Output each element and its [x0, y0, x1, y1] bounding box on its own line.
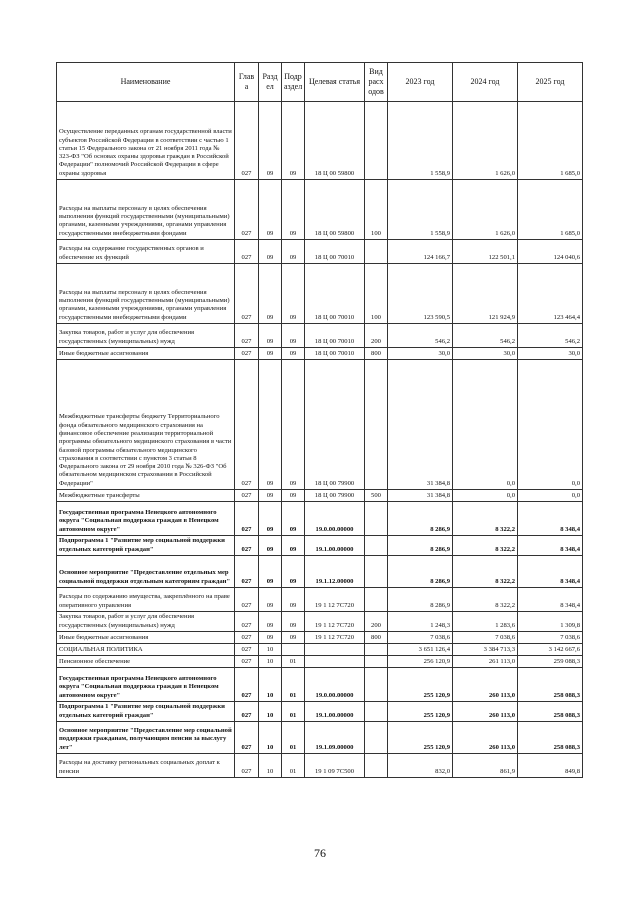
- row-exptype-cell: [365, 702, 388, 722]
- table-row: [57, 702, 583, 722]
- row-2023-cell: 8 286,9: [388, 556, 453, 588]
- row-chapter-cell: 027: [235, 644, 259, 656]
- table-row: [57, 348, 583, 360]
- row-section-cell: 09: [259, 490, 282, 502]
- row-chapter-cell: 027: [235, 632, 259, 644]
- row-exptype-cell: 200: [365, 324, 388, 348]
- row-2023-cell: 1 558,9: [388, 102, 453, 180]
- row-exptype-cell: [365, 588, 388, 612]
- row-2023-cell: 256 120,9: [388, 656, 453, 668]
- row-target-cell: 19 1 12 7С720: [305, 612, 365, 632]
- row-subsection-cell: 09: [282, 324, 305, 348]
- row-2025-cell: 258 088,3: [518, 668, 583, 702]
- row-exptype-cell: [365, 754, 388, 778]
- row-subsection-cell: 09: [282, 612, 305, 632]
- row-subsection-cell: 09: [282, 502, 305, 536]
- row-target-cell: 19.1.00.00000: [305, 536, 365, 556]
- row-2024-cell: 30,0: [453, 348, 518, 360]
- row-exptype-cell: 800: [365, 348, 388, 360]
- row-2024-cell: 260 113,0: [453, 722, 518, 754]
- row-2024-cell: 861,9: [453, 754, 518, 778]
- header-2024: 2024 год: [453, 63, 518, 102]
- row-2023-cell: 3 651 126,4: [388, 644, 453, 656]
- row-2025-cell: 8 348,4: [518, 556, 583, 588]
- row-chapter-cell: 027: [235, 324, 259, 348]
- row-chapter-cell: 027: [235, 656, 259, 668]
- row-section-cell: 09: [259, 324, 282, 348]
- row-exptype-cell: [365, 240, 388, 264]
- row-2025-cell: 0,0: [518, 360, 583, 490]
- row-target-cell: 18 Ц 00 70010: [305, 348, 365, 360]
- row-exptype-cell: [365, 102, 388, 180]
- row-2024-cell: 8 322,2: [453, 502, 518, 536]
- table-row: [57, 536, 583, 556]
- row-section-cell: 10: [259, 644, 282, 656]
- row-chapter-cell: 027: [235, 722, 259, 754]
- row-target-cell: 19.1.00.00000: [305, 702, 365, 722]
- row-subsection-cell: 01: [282, 722, 305, 754]
- row-2023-cell: 7 038,6: [388, 632, 453, 644]
- row-2025-cell: 7 038,6: [518, 632, 583, 644]
- row-2024-cell: 1 283,6: [453, 612, 518, 632]
- row-2024-cell: 260 113,0: [453, 668, 518, 702]
- table-row: [57, 632, 583, 644]
- row-target-cell: 19 1 12 7С720: [305, 632, 365, 644]
- row-2023-cell: 124 166,7: [388, 240, 453, 264]
- row-section-cell: 09: [259, 180, 282, 240]
- row-chapter-cell: 027: [235, 264, 259, 324]
- row-2023-cell: 8 286,9: [388, 588, 453, 612]
- row-exptype-cell: [365, 722, 388, 754]
- table-row: [57, 360, 583, 490]
- row-chapter-cell: 027: [235, 588, 259, 612]
- page-number: 76: [314, 846, 326, 860]
- row-2025-cell: 124 040,6: [518, 240, 583, 264]
- row-2023-cell: 1 248,3: [388, 612, 453, 632]
- row-subsection-cell: 01: [282, 656, 305, 668]
- row-section-cell: 09: [259, 264, 282, 324]
- table-row: [57, 180, 583, 240]
- table-row: [57, 644, 583, 656]
- row-subsection-cell: 09: [282, 240, 305, 264]
- row-name-cell: Межбюджетные трансферты бюджету Территориального фонда обязательного медицинского страхования на финансовое обеспечение реализации территориальной программы обязательного медицинского страхования в части базовой программы обязательного медицинского страхования в соответствии с пунктом 3 статьи 8 Федерального закона от 29 ноября 2010 года № 326-ФЗ "Об обязательном медицинском страховании в Российской Федерации": [57, 360, 235, 490]
- row-2023-cell: 832,0: [388, 754, 453, 778]
- table-row: [57, 490, 583, 502]
- row-2023-cell: 123 590,5: [388, 264, 453, 324]
- row-section-cell: 10: [259, 722, 282, 754]
- row-2024-cell: 121 924,9: [453, 264, 518, 324]
- row-section-cell: 10: [259, 702, 282, 722]
- table-row: [57, 502, 583, 536]
- row-name-cell: Расходы на доставку региональных социальных доплат к пенсии: [57, 754, 235, 778]
- row-2025-cell: 1 685,0: [518, 102, 583, 180]
- row-target-cell: 19 1 12 7С720: [305, 588, 365, 612]
- row-name-cell: Иные бюджетные ассигнования: [57, 348, 235, 360]
- row-chapter-cell: 027: [235, 668, 259, 702]
- row-exptype-cell: [365, 668, 388, 702]
- row-target-cell: 19.1.09.00000: [305, 722, 365, 754]
- row-target-cell: 19 1 09 7С500: [305, 754, 365, 778]
- row-subsection-cell: 09: [282, 588, 305, 612]
- row-2025-cell: 30,0: [518, 348, 583, 360]
- row-section-cell: 09: [259, 502, 282, 536]
- row-chapter-cell: 027: [235, 536, 259, 556]
- row-2023-cell: 8 286,9: [388, 502, 453, 536]
- budget-table: [56, 62, 583, 778]
- table-row: [57, 754, 583, 778]
- table-row: [57, 324, 583, 348]
- row-exptype-cell: [365, 644, 388, 656]
- row-name-cell: Расходы по содержанию имущества, закреплённого на праве оперативного управления: [57, 588, 235, 612]
- header-2023: 2023 год: [388, 63, 453, 102]
- row-subsection-cell: 09: [282, 360, 305, 490]
- row-2025-cell: 0,0: [518, 490, 583, 502]
- table-row: [57, 556, 583, 588]
- table-body: [57, 102, 583, 778]
- header-2025: 2025 год: [518, 63, 583, 102]
- row-subsection-cell: 09: [282, 536, 305, 556]
- row-section-cell: 09: [259, 632, 282, 644]
- row-2025-cell: 8 348,4: [518, 536, 583, 556]
- row-name-cell: Расходы на выплаты персоналу в целях обеспечения выполнения функций государственными (муниципальными) органами, казенными учреждениями, органами управления государственными внебюджетными фондами: [57, 180, 235, 240]
- row-name-cell: СОЦИАЛЬНАЯ ПОЛИТИКА: [57, 644, 235, 656]
- row-exptype-cell: [365, 656, 388, 668]
- row-chapter-cell: 027: [235, 348, 259, 360]
- row-target-cell: 18 Ц 00 79900: [305, 490, 365, 502]
- table-row: [57, 612, 583, 632]
- table-row: [57, 588, 583, 612]
- row-subsection-cell: 09: [282, 102, 305, 180]
- row-2023-cell: 255 120,9: [388, 668, 453, 702]
- row-2025-cell: 1 309,8: [518, 612, 583, 632]
- row-2025-cell: 849,8: [518, 754, 583, 778]
- table-row: [57, 668, 583, 702]
- row-chapter-cell: 027: [235, 556, 259, 588]
- row-2024-cell: 1 626,0: [453, 180, 518, 240]
- row-subsection-cell: 09: [282, 264, 305, 324]
- row-chapter-cell: 027: [235, 360, 259, 490]
- row-2025-cell: 258 088,3: [518, 702, 583, 722]
- row-target-cell: 18 Ц 00 79900: [305, 360, 365, 490]
- row-name-cell: Государственная программа Ненецкого автономного округа "Социальная поддержка граждан в Ненецком автономном округе": [57, 502, 235, 536]
- row-2024-cell: 8 322,2: [453, 536, 518, 556]
- row-section-cell: 10: [259, 754, 282, 778]
- row-2024-cell: 546,2: [453, 324, 518, 348]
- row-target-cell: 18 Ц 00 70010: [305, 324, 365, 348]
- row-name-cell: Основное мероприятие "Предоставление отдельных мер социальной поддержки отдельным категориям граждан": [57, 556, 235, 588]
- row-exptype-cell: 500: [365, 490, 388, 502]
- row-name-cell: Расходы на содержание государственных органов и обеспечение их функций: [57, 240, 235, 264]
- header-subsection: Подр аздел: [282, 63, 305, 102]
- header-name: Наименование: [57, 63, 235, 102]
- row-subsection-cell: 01: [282, 754, 305, 778]
- row-2025-cell: 8 348,4: [518, 502, 583, 536]
- row-subsection-cell: 01: [282, 668, 305, 702]
- row-target-cell: 19.1.12.00000: [305, 556, 365, 588]
- row-chapter-cell: 027: [235, 502, 259, 536]
- row-2023-cell: 1 558,9: [388, 180, 453, 240]
- row-2024-cell: 3 384 713,3: [453, 644, 518, 656]
- row-exptype-cell: [365, 536, 388, 556]
- row-exptype-cell: 100: [365, 180, 388, 240]
- row-2025-cell: 258 088,3: [518, 722, 583, 754]
- row-section-cell: 10: [259, 656, 282, 668]
- row-name-cell: Пенсионное обеспечение: [57, 656, 235, 668]
- row-subsection-cell: 09: [282, 490, 305, 502]
- row-2025-cell: 3 142 667,6: [518, 644, 583, 656]
- row-exptype-cell: 200: [365, 612, 388, 632]
- header-target: Целевая статья: [305, 63, 365, 102]
- row-target-cell: 18 Ц 00 59800: [305, 180, 365, 240]
- row-chapter-cell: 027: [235, 754, 259, 778]
- row-section-cell: 09: [259, 240, 282, 264]
- row-2023-cell: 31 384,8: [388, 360, 453, 490]
- header-chapter: Глав а: [235, 63, 259, 102]
- row-name-cell: Межбюджетные трансферты: [57, 490, 235, 502]
- table-row: [57, 264, 583, 324]
- table-header-row: [57, 63, 583, 102]
- row-2023-cell: 31 384,8: [388, 490, 453, 502]
- row-chapter-cell: 027: [235, 490, 259, 502]
- row-exptype-cell: [365, 360, 388, 490]
- row-section-cell: 09: [259, 536, 282, 556]
- row-section-cell: 09: [259, 588, 282, 612]
- table-row: [57, 102, 583, 180]
- row-subsection-cell: 09: [282, 348, 305, 360]
- row-subsection-cell: 01: [282, 702, 305, 722]
- row-target-cell: 19.0.00.00000: [305, 668, 365, 702]
- row-2023-cell: 546,2: [388, 324, 453, 348]
- row-target-cell: 18 Ц 00 70010: [305, 240, 365, 264]
- row-subsection-cell: 09: [282, 180, 305, 240]
- row-2024-cell: 8 322,2: [453, 588, 518, 612]
- row-chapter-cell: 027: [235, 102, 259, 180]
- header-exptype: Вид расх одов: [365, 63, 388, 102]
- header-section: Разд ел: [259, 63, 282, 102]
- row-name-cell: Подпрограмма 1 "Развитие мер социальной поддержки отдельных категорий граждан": [57, 702, 235, 722]
- row-name-cell: Закупка товаров, работ и услуг для обеспечения государственных (муниципальных) нужд: [57, 324, 235, 348]
- row-2024-cell: 261 113,0: [453, 656, 518, 668]
- row-name-cell: Иные бюджетные ассигнования: [57, 632, 235, 644]
- row-target-cell: [305, 656, 365, 668]
- row-2024-cell: 1 626,0: [453, 102, 518, 180]
- row-target-cell: 19.0.00.00000: [305, 502, 365, 536]
- row-target-cell: 18 Ц 00 59800: [305, 102, 365, 180]
- row-2024-cell: 260 113,0: [453, 702, 518, 722]
- row-exptype-cell: [365, 556, 388, 588]
- row-name-cell: Основное мероприятие "Предоставление мер социальной поддержки гражданам, получающим пенсии за выслугу лет": [57, 722, 235, 754]
- row-2025-cell: 259 088,3: [518, 656, 583, 668]
- table-row: [57, 722, 583, 754]
- row-target-cell: 18 Ц 00 70010: [305, 264, 365, 324]
- row-section-cell: 09: [259, 360, 282, 490]
- row-chapter-cell: 027: [235, 702, 259, 722]
- row-chapter-cell: 027: [235, 240, 259, 264]
- row-exptype-cell: 100: [365, 264, 388, 324]
- row-section-cell: 09: [259, 556, 282, 588]
- row-section-cell: 09: [259, 348, 282, 360]
- row-chapter-cell: 027: [235, 612, 259, 632]
- table-row: [57, 240, 583, 264]
- row-chapter-cell: 027: [235, 180, 259, 240]
- row-name-cell: Подпрограмма 1 "Развитие мер социальной поддержки отдельных категорий граждан": [57, 536, 235, 556]
- row-2024-cell: 8 322,2: [453, 556, 518, 588]
- row-2025-cell: 8 348,4: [518, 588, 583, 612]
- row-2023-cell: 255 120,9: [388, 702, 453, 722]
- row-2025-cell: 123 464,4: [518, 264, 583, 324]
- row-subsection-cell: [282, 644, 305, 656]
- row-2023-cell: 30,0: [388, 348, 453, 360]
- row-exptype-cell: 800: [365, 632, 388, 644]
- row-section-cell: 09: [259, 102, 282, 180]
- row-2025-cell: 546,2: [518, 324, 583, 348]
- row-section-cell: 09: [259, 612, 282, 632]
- row-2024-cell: 0,0: [453, 360, 518, 490]
- row-2024-cell: 0,0: [453, 490, 518, 502]
- row-2023-cell: 8 286,9: [388, 536, 453, 556]
- row-subsection-cell: 09: [282, 632, 305, 644]
- row-2023-cell: 255 120,9: [388, 722, 453, 754]
- row-exptype-cell: [365, 502, 388, 536]
- table-row: [57, 656, 583, 668]
- row-2024-cell: 7 038,6: [453, 632, 518, 644]
- row-name-cell: Расходы на выплаты персоналу в целях обеспечения выполнения функций государственными (муниципальными) органами, казенными учреждениями, органами управления государственными внебюджетными фондами: [57, 264, 235, 324]
- row-name-cell: Закупка товаров, работ и услуг для обеспечения государственных (муниципальных) нужд: [57, 612, 235, 632]
- row-2025-cell: 1 685,0: [518, 180, 583, 240]
- row-2024-cell: 122 501,1: [453, 240, 518, 264]
- row-subsection-cell: 09: [282, 556, 305, 588]
- row-name-cell: Государственная программа Ненецкого автономного округа "Социальная поддержка граждан в Ненецком автономном округе": [57, 668, 235, 702]
- row-name-cell: Осуществление переданных органам государственной власти субъектов Российской Федерации в соответствии с частью 1 статьи 15 Федерального закона от 21 ноября 2011 года № 323-ФЗ "Об основах охраны здоровья граждан в Российской Федерации" полномочий Российской Федерации в сфере охраны здоровья: [57, 102, 235, 180]
- row-section-cell: 10: [259, 668, 282, 702]
- row-target-cell: [305, 644, 365, 656]
